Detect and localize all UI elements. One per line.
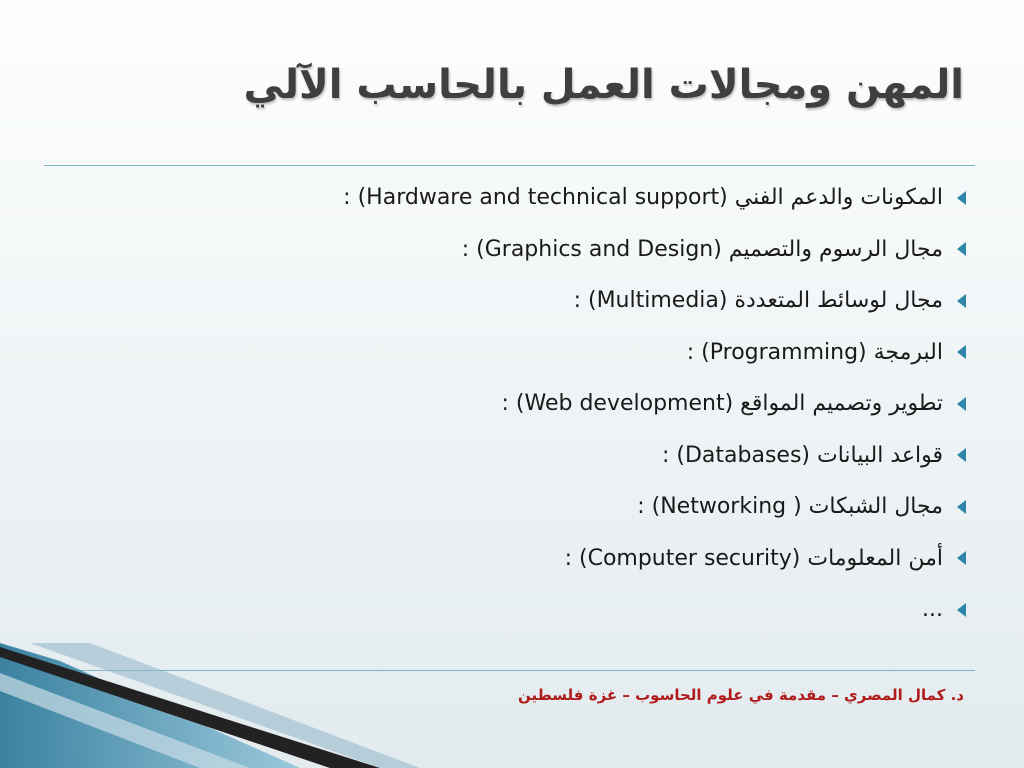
list-item xyxy=(206,430,966,482)
bullet-text: ... xyxy=(922,597,943,623)
bullet-arrow-icon xyxy=(957,294,966,308)
list-item xyxy=(206,533,966,585)
list-item xyxy=(206,378,966,430)
bullet-arrow-icon xyxy=(957,500,966,514)
bullet-arrow-icon xyxy=(957,551,966,565)
list-item xyxy=(206,584,966,636)
bullet-text: البرمجة (Programming) : xyxy=(686,339,943,365)
list-item xyxy=(206,172,966,224)
list-item xyxy=(206,275,966,327)
bullet-text: أمن المعلومات (Computer security) : xyxy=(564,545,943,571)
bullet-text: قواعد البيانات (Databases) : xyxy=(661,442,943,468)
bullet-list xyxy=(206,172,966,636)
bullet-arrow-icon xyxy=(957,448,966,462)
bullet-text: تطوير وتصميم المواقع (Web development) : xyxy=(501,391,943,417)
bullet-arrow-icon xyxy=(957,191,966,205)
bullet-arrow-icon xyxy=(957,397,966,411)
top-divider xyxy=(44,165,975,166)
bullet-text: مجال الشبكات ( Networking) : xyxy=(637,494,943,520)
slide-title: المهن ومجالات العمل بالحاسب الآلي xyxy=(243,62,964,108)
corner-swoosh-decoration xyxy=(0,643,420,768)
list-item xyxy=(206,327,966,379)
bullet-arrow-icon xyxy=(957,242,966,256)
bullet-text: المكونات والدعم الفني (Hardware and technical support) : xyxy=(343,185,943,211)
slide-footer: د. كمال المصري – مقدمة في علوم الحاسوب – غزة فلسطين xyxy=(518,686,964,704)
list-item xyxy=(206,481,966,533)
bullet-arrow-icon xyxy=(957,345,966,359)
list-item xyxy=(206,224,966,276)
bullet-text: مجال الرسوم والتصميم (Graphics and Design) : xyxy=(461,236,943,262)
bullet-text: مجال لوسائط المتعددة (Multimedia) : xyxy=(573,288,943,314)
bullet-arrow-icon xyxy=(957,603,966,617)
